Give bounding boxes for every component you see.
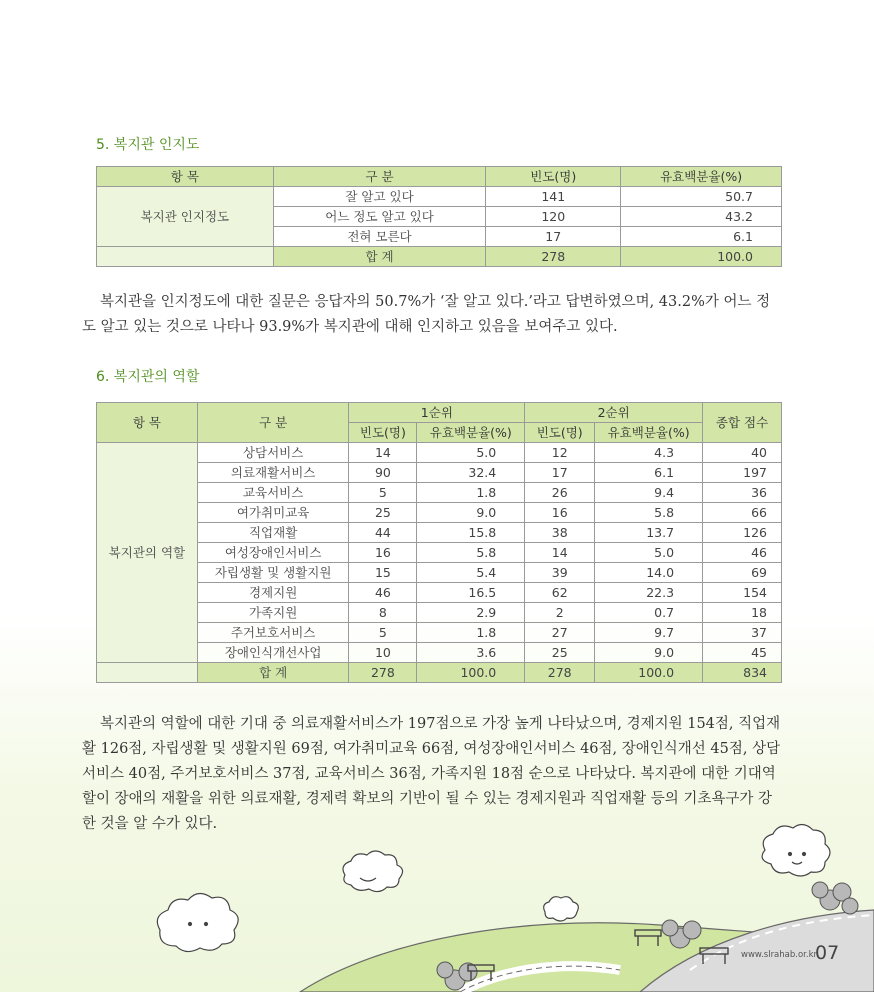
row-frequency: 17 (486, 227, 621, 247)
row-label: 장애인식개선사업 (197, 643, 349, 663)
total-row (97, 663, 782, 683)
row-score: 197 (703, 463, 782, 483)
row-frequency: 141 (486, 187, 621, 207)
table-row (97, 523, 782, 543)
row-p2: 5.0 (595, 543, 703, 563)
group-label: 복지관의 역할 (97, 443, 198, 663)
row-f1: 5 (349, 483, 417, 503)
total-f1: 278 (349, 663, 417, 683)
row-f2: 25 (525, 643, 595, 663)
page-number: 07 (815, 942, 840, 964)
row-label: 자립생활 및 생활지원 (197, 563, 349, 583)
section-6-title: 6. 복지관의 역할 (96, 369, 200, 385)
table-row (97, 543, 782, 563)
row-label: 교육서비스 (197, 483, 349, 503)
landscape-illustration (0, 820, 874, 992)
row-score: 154 (703, 583, 782, 603)
row-frequency: 120 (486, 207, 621, 227)
row-label: 직업재활 (197, 523, 349, 543)
section-6-paragraph: 복지관의 역할에 대한 기대 중 의료재활서비스가 197점으로 가장 높게 나타났으며, 경제지원 154점, 직업재활 126점, 자립생활 및 생활지원 69점, 여가취미교육 66점, 여성장애인서비스 46점, 장애인식개선 45점, 상담서비스 40점, 주거보호서비스 37점, 교육서비스 36점, 가족지원 18점 순으로 나타났다. 복지관에 대한 기대역할이 장애의 재활을 위한 의료재활, 경제력 확보의 기반이 될 수 있는 경제지원과 직업재활 등의 기초욕구가 강한 것을 알 수가 있다. (82, 716, 781, 832)
row-f2: 12 (525, 443, 595, 463)
row-p1: 2.9 (417, 603, 525, 623)
row-percent: 50.7 (621, 187, 782, 207)
row-f1: 10 (349, 643, 417, 663)
role-table (96, 402, 782, 683)
header-item: 항 목 (97, 167, 274, 187)
row-p1: 15.8 (417, 523, 525, 543)
total-p2: 100.0 (595, 663, 703, 683)
section-5-title: 5. 복지관 인지도 (96, 137, 200, 153)
row-label: 상담서비스 (197, 443, 349, 463)
row-f1: 5 (349, 623, 417, 643)
header-score: 종합 점수 (703, 403, 782, 443)
header-percent: 유효백분율(%) (621, 167, 782, 187)
row-p2: 5.8 (595, 503, 703, 523)
row-f2: 17 (525, 463, 595, 483)
awareness-table (96, 166, 782, 267)
row-f2: 27 (525, 623, 595, 643)
row-f1: 15 (349, 563, 417, 583)
row-score: 69 (703, 563, 782, 583)
table-row (97, 463, 782, 483)
table-row (97, 443, 782, 463)
header-item: 항 목 (97, 403, 198, 443)
cloud-small-icon (544, 897, 579, 921)
row-p1: 32.4 (417, 463, 525, 483)
row-label: 어느 정도 알고 있다 (273, 207, 486, 227)
row-p2: 13.7 (595, 523, 703, 543)
header-category: 구 분 (273, 167, 486, 187)
row-score: 18 (703, 603, 782, 623)
row-f1: 90 (349, 463, 417, 483)
row-score: 126 (703, 523, 782, 543)
total-f2: 278 (525, 663, 595, 683)
footer-url: www.slrahab.or.kr (741, 950, 817, 960)
row-f1: 8 (349, 603, 417, 623)
table-row (97, 603, 782, 623)
row-label: 경제지원 (197, 583, 349, 603)
header-category: 구 분 (197, 403, 349, 443)
total-p1: 100.0 (417, 663, 525, 683)
header-frequency: 빈도(명) (486, 167, 621, 187)
row-f2: 62 (525, 583, 595, 603)
row-f1: 25 (349, 503, 417, 523)
row-f1: 46 (349, 583, 417, 603)
row-f1: 44 (349, 523, 417, 543)
row-f1: 16 (349, 543, 417, 563)
header-rank2-frequency: 빈도(명) (525, 423, 595, 443)
row-label: 여가취미교육 (197, 503, 349, 523)
table-row (97, 583, 782, 603)
cloud-left-icon (157, 893, 238, 951)
row-p2: 0.7 (595, 603, 703, 623)
table-row (97, 623, 782, 643)
group-label: 복지관 인지정도 (97, 187, 274, 247)
total-row (97, 247, 782, 267)
header-rank1-frequency: 빈도(명) (349, 423, 417, 443)
row-p1: 3.6 (417, 643, 525, 663)
row-p1: 5.4 (417, 563, 525, 583)
row-p2: 22.3 (595, 583, 703, 603)
table-row (97, 643, 782, 663)
table-row (97, 503, 782, 523)
total-frequency: 278 (486, 247, 621, 267)
row-f2: 39 (525, 563, 595, 583)
total-score: 834 (703, 663, 782, 683)
row-p2: 6.1 (595, 463, 703, 483)
header-rank1: 1순위 (349, 403, 525, 423)
row-label: 전혀 모른다 (273, 227, 486, 247)
row-f1: 14 (349, 443, 417, 463)
row-p1: 5.0 (417, 443, 525, 463)
row-p1: 9.0 (417, 503, 525, 523)
table-row (97, 187, 782, 207)
table-row (97, 563, 782, 583)
row-label: 의료재활서비스 (197, 463, 349, 483)
cloud-middle-icon (343, 851, 403, 892)
row-f2: 16 (525, 503, 595, 523)
row-p2: 14.0 (595, 563, 703, 583)
table-row (97, 483, 782, 503)
row-score: 37 (703, 623, 782, 643)
row-p1: 16.5 (417, 583, 525, 603)
section-5-paragraph: 복지관을 인지정도에 대한 질문은 응답자의 50.7%가 ‘잘 알고 있다.’라고 답변하였으며, 43.2%가 어느 정도 알고 있는 것으로 나타나 93.9%가 복지관에 대해 인지하고 있음을 보여주고 있다. (82, 294, 771, 335)
row-p2: 9.4 (595, 483, 703, 503)
row-p2: 9.0 (595, 643, 703, 663)
total-label: 합 계 (197, 663, 349, 683)
row-label: 가족지원 (197, 603, 349, 623)
header-rank2: 2순위 (525, 403, 703, 423)
row-f2: 14 (525, 543, 595, 563)
row-percent: 43.2 (621, 207, 782, 227)
row-percent: 6.1 (621, 227, 782, 247)
row-f2: 26 (525, 483, 595, 503)
header-rank2-percent: 유효백분율(%) (595, 423, 703, 443)
row-score: 66 (703, 503, 782, 523)
row-score: 40 (703, 443, 782, 463)
row-label: 잘 알고 있다 (273, 187, 486, 207)
row-p1: 1.8 (417, 483, 525, 503)
bush-icon (812, 882, 858, 914)
row-p2: 4.3 (595, 443, 703, 463)
cloud-right-icon (762, 824, 830, 876)
row-label: 주거보호서비스 (197, 623, 349, 643)
total-label: 합 계 (273, 247, 486, 267)
row-p1: 1.8 (417, 623, 525, 643)
row-label: 여성장애인서비스 (197, 543, 349, 563)
row-f2: 38 (525, 523, 595, 543)
row-score: 36 (703, 483, 782, 503)
row-score: 46 (703, 543, 782, 563)
row-p1: 5.8 (417, 543, 525, 563)
row-score: 45 (703, 643, 782, 663)
header-rank1-percent: 유효백분율(%) (417, 423, 525, 443)
row-p2: 9.7 (595, 623, 703, 643)
total-percent: 100.0 (621, 247, 782, 267)
row-f2: 2 (525, 603, 595, 623)
